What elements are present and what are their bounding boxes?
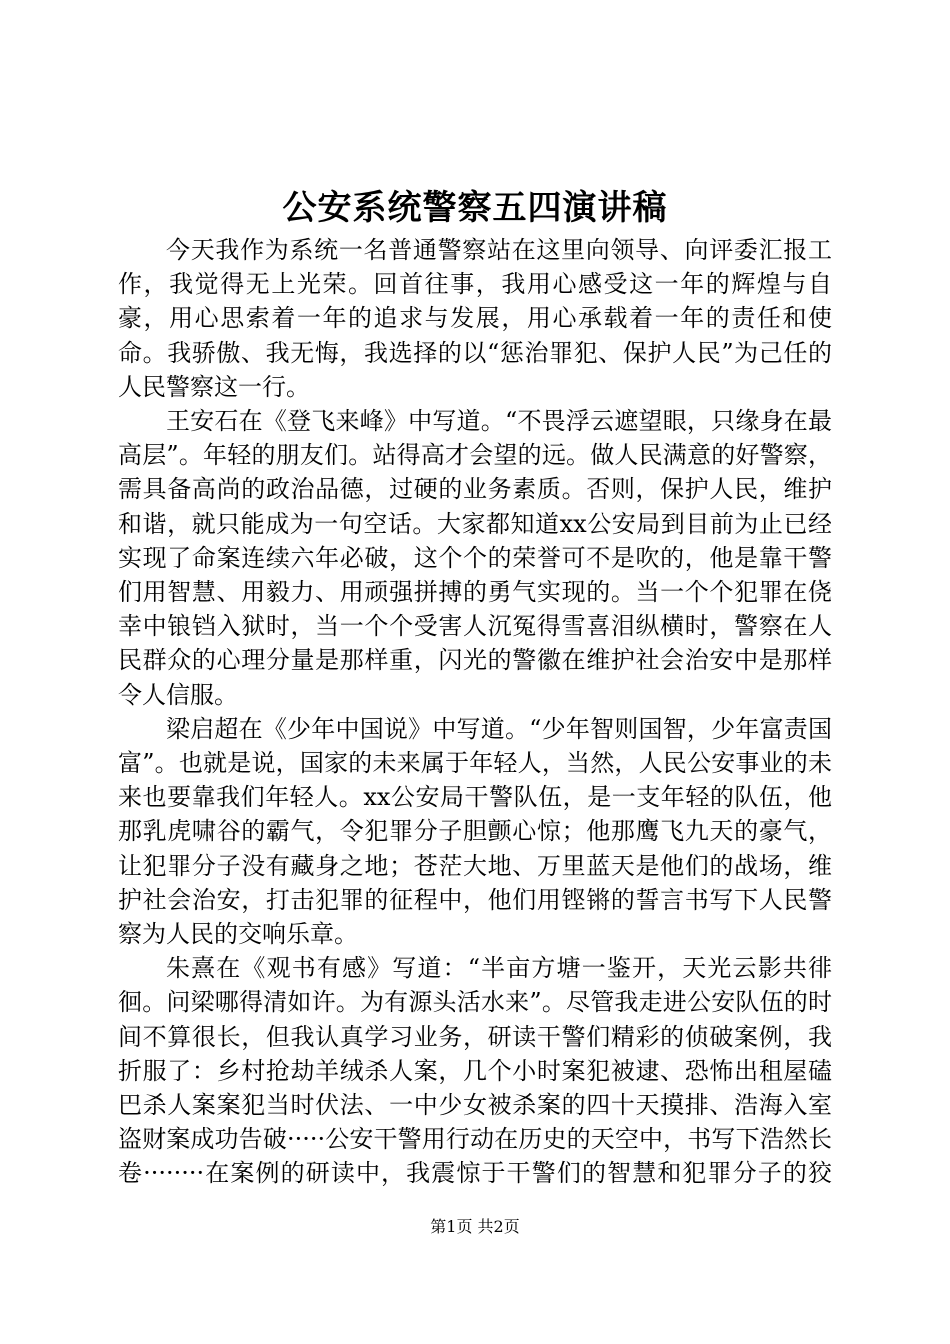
body-paragraph: 王安石在《登飞来峰》中写道。“不畏浮云遮望眼，只缘身在最高层”。年轻的朋友们。站得高才会望的远。做人民满意的好警察，需具备高尚的政治品德，过硬的业务素质。否则，保护人民，维护和谐，就只能成为一句空话。大家都知道xx公安局到目前为止已经实现了命案连续六年必破，这个个的荣誉可不是吹的，他是靠干警们用智慧、用毅力、用顽强拼搏的勇气实现的。当一个个犯罪在侥幸中锒铛入狱时，当一个个受害人沉冤得雪喜泪纵横时，警察在人民群众的心理分量是那样重，闪光的警徽在维护社会治安中是那样令人信服。	[118, 407, 832, 709]
body-paragraph: 梁启超在《少年中国说》中写道。“少年智则国智，少年富责国富”。也就是说，国家的未来属于年轻人，当然，人民公安事业的未来也要靠我们年轻人。xx公安局干警队伍，是一支年轻的队伍，他那乳虎啸谷的霸气，令犯罪分子胆颤心惊；他那鹰飞九天的豪气，让犯罪分子没有藏身之地；苍茫大地、万里蓝天是他们的战场，维护社会治安，打击犯罪的征程中，他们用铿锵的誓言书写下人民警察为人民的交响乐章。	[118, 714, 832, 949]
body-paragraph: 今天我作为系统一名普通警察站在这里向领导、向评委汇报工作，我觉得无上光荣。回首往事，我用心感受这一年的辉煌与自豪，用心思索着一年的追求与发展，用心承载着一年的责任和使命。我骄傲、我无悔，我选择的以“惩治罪犯、保护人民”为己任的人民警察这一行。	[118, 236, 832, 401]
document-body	[118, 233, 832, 1189]
page-number-footer: 第1页 共2页	[430, 1217, 520, 1236]
document-title: 公安系统警察五四演讲稿	[282, 188, 668, 228]
body-paragraph: 朱熹在《观书有感》写道：“半亩方塘一鉴开，天光云影共徘徊。问梁哪得清如许。为有源头活水来”。尽管我走进公安队伍的时间不算很长，但我认真学习业务，研读干警们精彩的侦破案例，我折服了：乡村抢劫羊绒杀人案，几个小时案犯被逮、恐怖出租屋磕巴杀人案案犯当时伏法、一中少女被杀案的四十天摸排、浩海入室盗财案成功告破·····公安干警用行动在历史的天空中，书写下浩然长卷········在案例的研读中，我震惊于干警们的智慧和犯罪分子的狡	[118, 954, 832, 1188]
